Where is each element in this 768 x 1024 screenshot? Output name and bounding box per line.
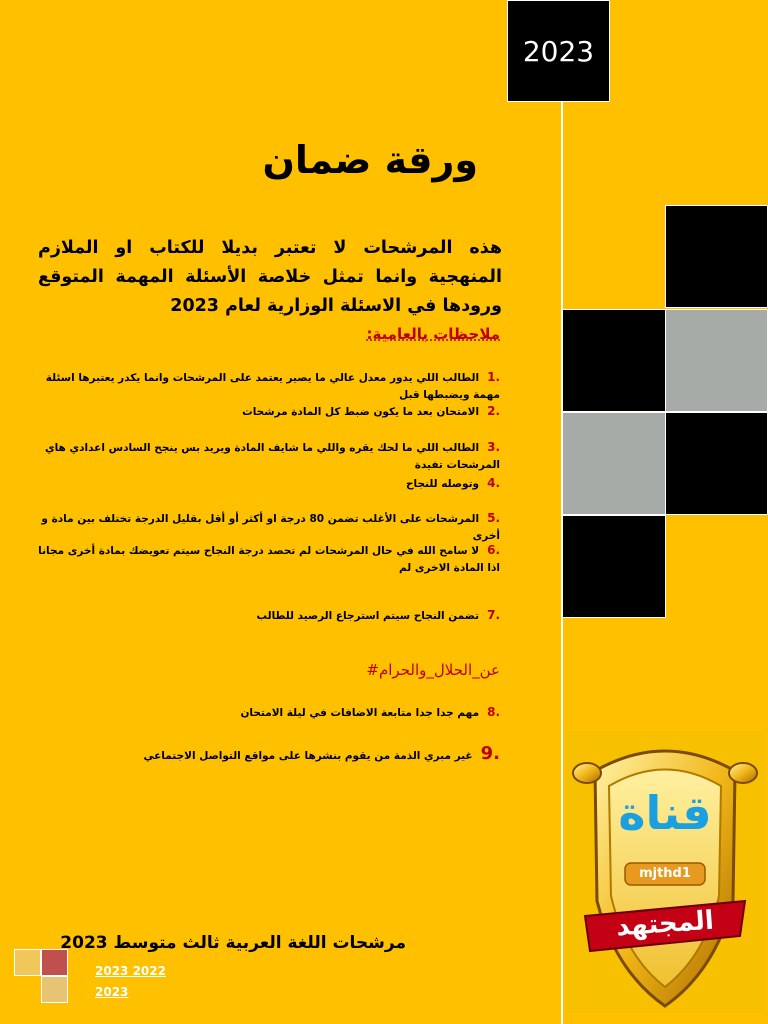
list-item <box>30 745 500 765</box>
list-item <box>30 369 500 404</box>
deco-square <box>665 205 768 308</box>
item-text: لا سامح الله في حال المرشحات لم تحصد درجة النجاح سيتم تعويضك بمادة أخرى مجانا اذا المادة الاخرى لم <box>38 545 500 574</box>
deco-square <box>665 309 768 412</box>
footer-title: مرشحات اللغة العربية ثالث متوسط 2023 <box>60 933 406 953</box>
item-number: .1 <box>487 370 500 384</box>
item-number: .2 <box>487 404 500 418</box>
list-item <box>30 403 500 421</box>
item-text: غير مبري الذمة من يقوم بنشرها على مواقع التواصل الاجتماعي <box>143 750 473 762</box>
item-number: .8 <box>487 705 500 719</box>
item-number: .7 <box>487 608 500 622</box>
deco-square <box>562 515 666 618</box>
list-item <box>30 607 500 625</box>
list-item <box>30 542 500 577</box>
page-title: ورقة ضمان <box>262 138 478 182</box>
footer-decoration <box>14 949 68 1003</box>
item-text: وتوصله للنجاح <box>405 478 480 490</box>
channel-logo <box>565 731 765 1013</box>
item-number: .4 <box>487 476 500 490</box>
notes-heading: ملاحظات بالعامية: <box>366 325 500 343</box>
list-item <box>30 704 500 722</box>
logo-handle: mjthd1 <box>639 866 691 881</box>
deco-square <box>562 412 666 515</box>
item-number: .9 <box>480 743 500 764</box>
list-item <box>30 475 500 493</box>
deco-square <box>665 412 768 515</box>
footer-link[interactable]: 2023 <box>95 985 129 999</box>
item-text: المرشحات على الأغلب تضمن 80 درجة او أكثر أو أقل بقليل الدرجة تختلف بين مادة و أخرى <box>41 513 500 542</box>
year-box: 2023 <box>507 0 610 102</box>
item-number: .5 <box>487 511 500 525</box>
logo-name: المجتهد <box>615 905 715 943</box>
deco-square <box>562 309 666 412</box>
item-number: .6 <box>487 543 500 557</box>
list-item <box>30 439 500 474</box>
item-text: الامتحان بعد ما يكون ضبط كل المادة مرشحات <box>242 406 480 418</box>
item-text: الطالب اللي ما لحك يقره واللي ما شايف المادة ويريد بس ينجح السادس اعدادي هاي المرشحات تفيدة <box>44 442 500 471</box>
list-item <box>30 510 500 545</box>
item-text: تضمن النجاح سيتم استرجاع الرصيد للطالب <box>256 610 480 622</box>
intro-paragraph: هذه المرشحات لا تعتبر بديلا للكتاب او الملازم المنهجية وانما تمثل خلاصة الأسئلة المهمة المتوقع ورودها في الاسئلة الوزارية لعام 2023 <box>38 238 502 316</box>
footer-link[interactable]: 2023 2022 <box>95 964 166 978</box>
hashtag: عن_الحلال_والحرام# <box>366 661 500 679</box>
item-text: مهم جدا جدا متابعة الاضافات في ليلة الامتحان <box>240 707 480 719</box>
logo-channel-word: قناة <box>618 786 712 840</box>
item-number: .3 <box>487 440 500 454</box>
item-text: الطالب اللي يدور معدل عالي ما يصير يعتمد على المرشحات وانما يكدر يعتبرها اسئلة مهمة ويضبطها قبل <box>45 372 500 401</box>
